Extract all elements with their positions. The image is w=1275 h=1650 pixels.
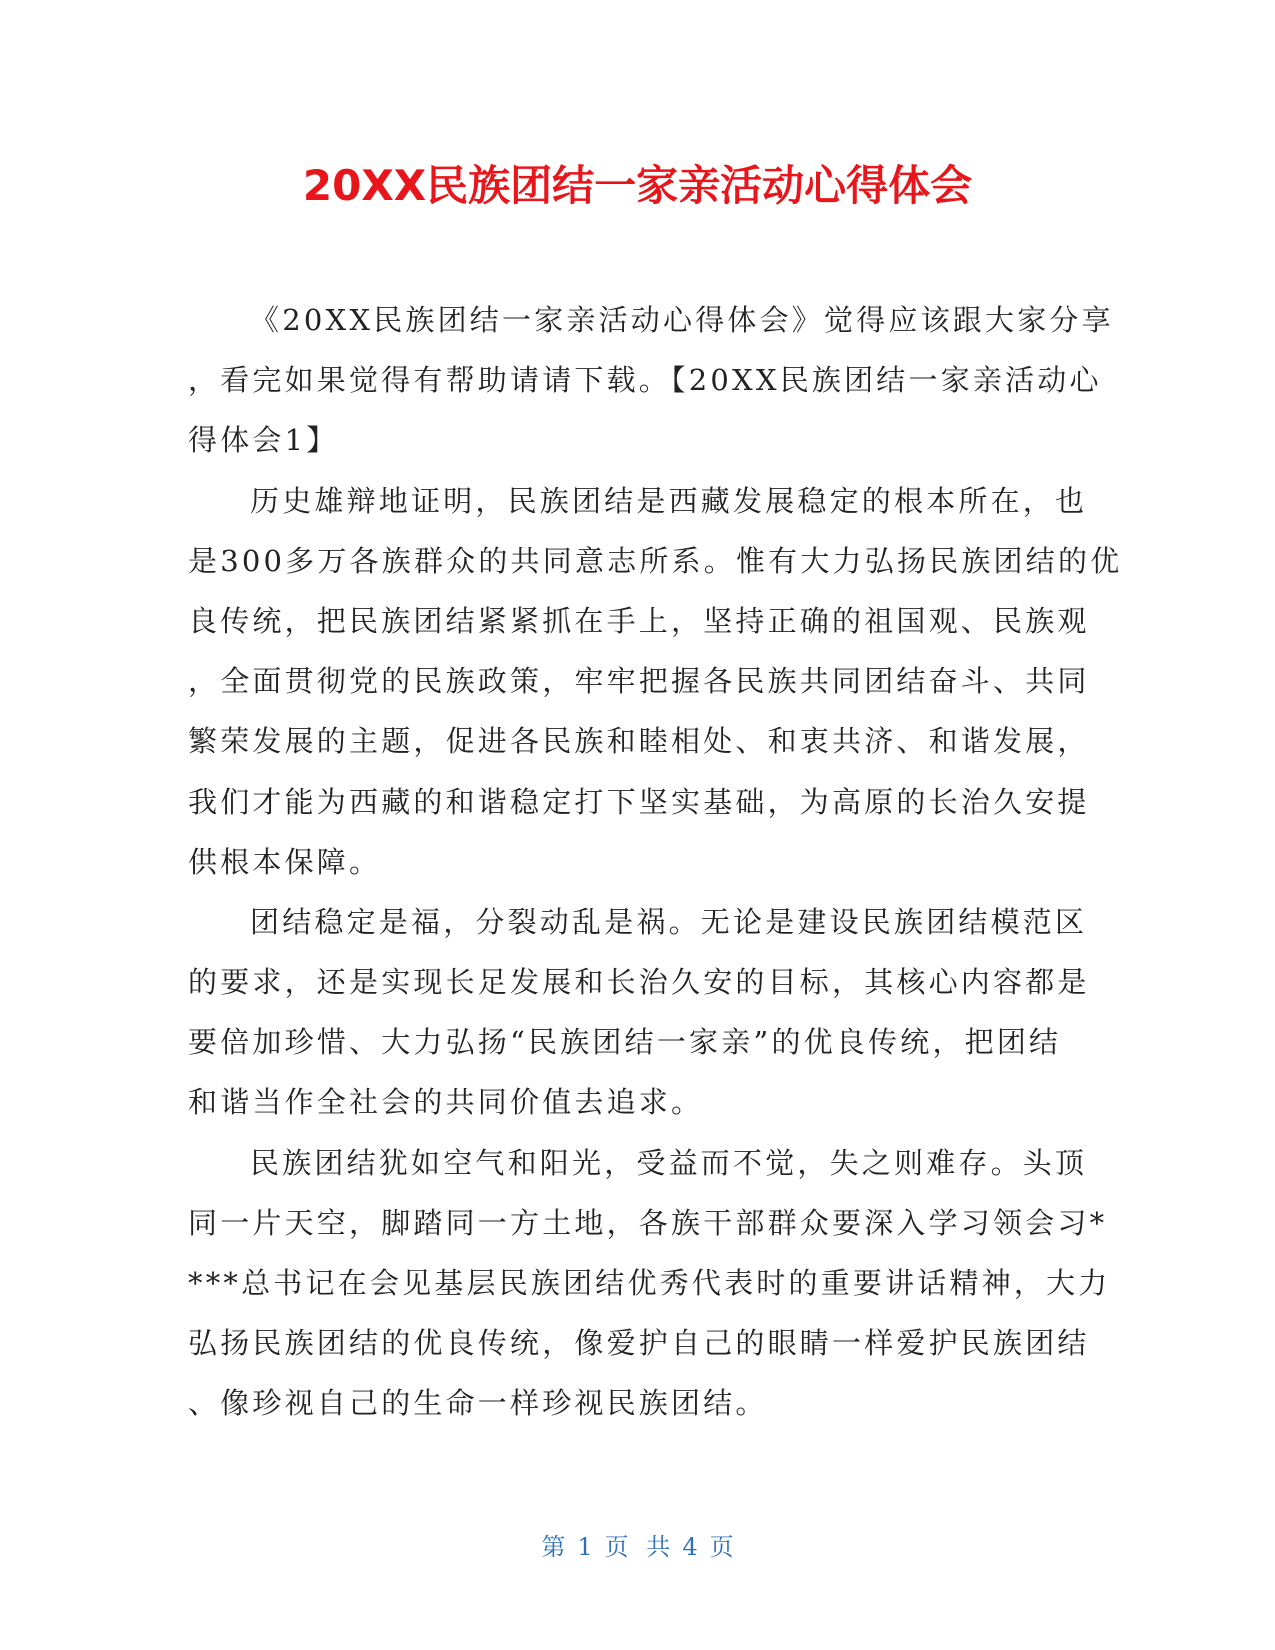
footer-prefix: 第 <box>541 1533 566 1561</box>
paragraph-line: 、像珍视自己的生命一样珍视民族团结。 <box>188 1386 768 1421</box>
paragraph-line: 同一片天空，脚踏同一方土地，各族干部群众要深入学习领会习* <box>188 1205 1108 1240</box>
paragraph-line: 团结稳定是福，分裂动乱是祸。无论是建设民族团结模范区 <box>250 904 1088 939</box>
page-footer <box>0 1532 1275 1562</box>
page-title: 20XX民族团结一家亲活动心得体会 <box>302 161 973 210</box>
paragraph-line: 弘扬民族团结的优良传统，像爱护自己的眼睛一样爱护民族团结 <box>188 1326 1090 1361</box>
footer-middle: 页 共 <box>604 1533 671 1561</box>
paragraph-line: 得体会1】 <box>188 423 339 458</box>
paragraph-line: 《20XX民族团结一家亲活动心得体会》觉得应该跟大家分享 <box>250 303 1114 337</box>
paragraph-line: ***总书记在会见基层民族团结优秀代表时的重要讲话精神，大力 <box>188 1266 1111 1300</box>
document-body <box>188 290 1123 1434</box>
paragraph-line: 我们才能为西藏的和谐稳定打下坚实基础，为高原的长治久安提 <box>188 784 1090 819</box>
total-pages-number: 4 <box>682 1533 698 1561</box>
paragraph-line: 繁荣发展的主题，促进各民族和睦相处、和衷共济、和谐发展， <box>188 724 1090 759</box>
paragraph-line: 的要求，还是实现长足发展和长治久安的目标，其核心内容都是 <box>188 965 1090 1000</box>
paragraph-line: ，看完如果觉得有帮助请请下载。【20XX民族团结一家亲活动心 <box>188 363 1102 398</box>
paragraph-line: 和谐当作全社会的共同价值去追求。 <box>188 1085 704 1120</box>
paragraph-line: 供根本保障。 <box>188 844 382 879</box>
current-page-number: 1 <box>577 1533 593 1561</box>
paragraph-line: 要倍加珍惜、大力弘扬“民族团结一家亲”的优良传统，把团结 <box>188 1025 1062 1060</box>
paragraph-line: 民族团结犹如空气和阳光，受益而不觉，失之则难存。头顶 <box>250 1145 1088 1180</box>
paragraph-line: 是300多万各族群众的共同意志所系。惟有大力弘扬民族团结的优 <box>188 543 1123 578</box>
footer-suffix: 页 <box>709 1533 734 1561</box>
paragraph-line: 良传统，把民族团结紧紧抓在手上，坚持正确的祖国观、民族观 <box>188 603 1090 638</box>
paragraph-line: 历史雄辩地证明，民族团结是西藏发展稳定的根本所在，也 <box>250 483 1088 518</box>
paragraph-line: ，全面贯彻党的民族政策，牢牢把握各民族共同团结奋斗、共同 <box>188 664 1090 699</box>
